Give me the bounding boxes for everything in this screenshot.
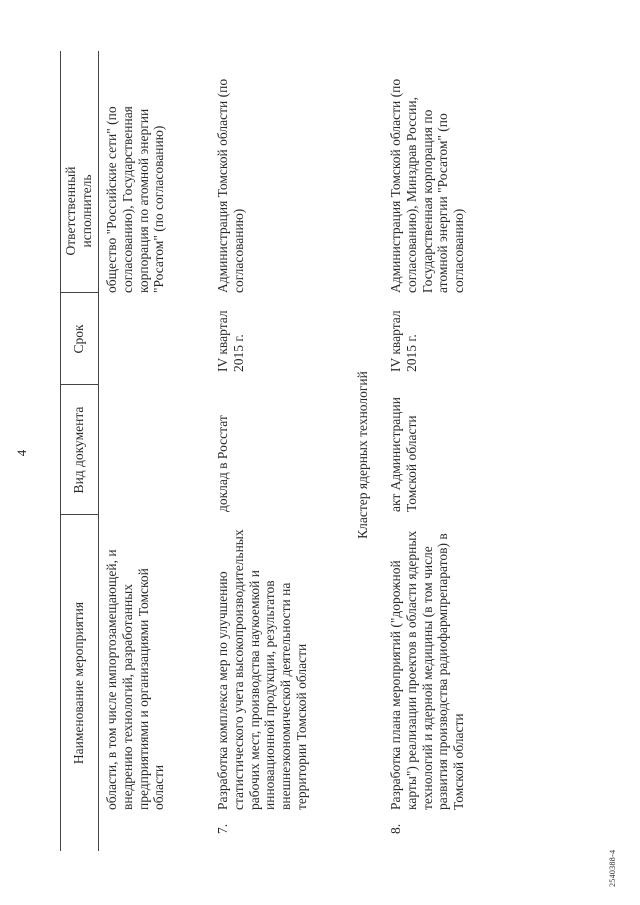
row8-number: 8. bbox=[388, 823, 403, 834]
row8-name: Разработка плана мероприятий ("дорожной карты") реализации проектов в области ядерных технологий и ядерной медицины (в том числе развития производства радиофармпрепаратов) в Томской области bbox=[388, 530, 467, 810]
document-id: 2540388-4 bbox=[608, 849, 617, 887]
column-divider-2 bbox=[60, 384, 98, 385]
column-divider-3 bbox=[60, 292, 98, 293]
row8-doc-type: акт Администрации Томской области bbox=[388, 397, 419, 512]
header-doc-type: Вид документа bbox=[71, 406, 86, 494]
continuation-responsible: общество "Российские сети" (по согласованию), Государственная корпорация по атомной энергии "Росатом" (по согласованию) bbox=[104, 106, 167, 293]
row7-number: 7. bbox=[215, 823, 230, 834]
header-deadline: Срок bbox=[71, 324, 86, 354]
column-divider-1 bbox=[60, 514, 98, 515]
continuation-name: области, в том числе импортозамещающей, и внедрению технологий, разработанных предприятиями и организациями Томской области bbox=[104, 549, 167, 810]
table-top-border bbox=[60, 51, 61, 851]
page-number: 4 bbox=[14, 449, 29, 457]
section-title: Кластер ядерных технологий bbox=[355, 371, 370, 539]
row8-deadline: IV квартал 2015 г. bbox=[388, 310, 419, 372]
row7-doc-type: доклад в Росстат bbox=[215, 415, 230, 512]
row7-responsible: Администрация Томской области (по согласованию) bbox=[215, 78, 246, 293]
header-name: Наименование мероприятия bbox=[71, 601, 86, 765]
row8-responsible: Администрация Томской области (по согласованию), Минздрав России, Государственная корпорация по атомной энергии "Росатом" (по согласованию) bbox=[388, 78, 467, 293]
table-header-bottom-border bbox=[98, 51, 99, 851]
row7-deadline: IV квартал 2015 г. bbox=[215, 310, 246, 372]
header-responsible: Ответственный исполнитель bbox=[63, 166, 94, 256]
row7-name: Разработка комплекса мер по улучшению статистического учета высокопроизводительных рабочих мест, производства наукоемкой и инновационной продукции, результатов внешнеэкономической деятельности на территории Томской области bbox=[215, 529, 309, 810]
